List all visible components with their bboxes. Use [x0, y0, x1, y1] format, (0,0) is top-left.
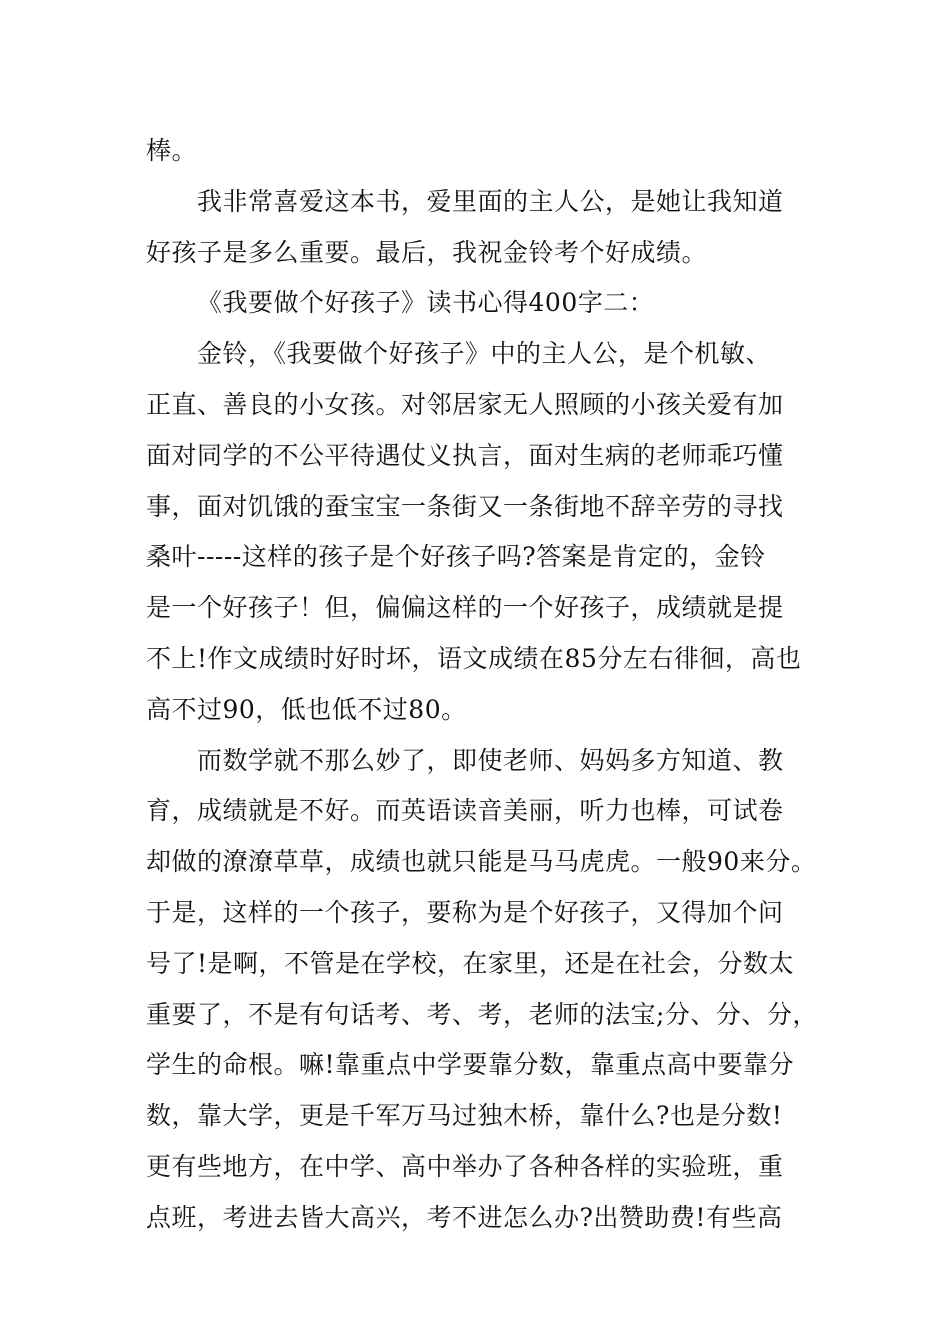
text-line: 棒。	[146, 136, 198, 165]
text-line: 面对同学的不公平待遇仗义执言，面对生病的老师乖巧懂	[146, 440, 784, 470]
text-line: 我非常喜爱这本书，爱里面的主人公，是她让我知道	[197, 186, 784, 216]
text-line: 不上!作文成绩时好时坏，语文成绩在85分左右徘徊，高也	[146, 643, 802, 673]
text-line: 重要了，不是有句话考、考、考，老师的法宝;分、分、分，	[146, 999, 818, 1029]
section-heading: 《我要做个好孩子》读书心得400字二：	[197, 288, 655, 318]
text-line: 桑叶-----这样的孩子是个好孩子吗?答案是肯定的，金铃	[146, 542, 766, 572]
text-line: 数，靠大学，更是千军万马过独木桥，靠什么?也是分数!	[146, 1101, 783, 1131]
text-line: 是一个好孩子！但，偏偏这样的一个好孩子，成绩就是提	[146, 593, 784, 623]
text-line: 育，成绩就是不好。而英语读音美丽，听力也棒，可试卷	[146, 796, 784, 826]
text-line: 而数学就不那么妙了，即使老师、妈妈多方知道、教	[197, 745, 784, 775]
text-line: 于是，这样的一个孩子，要称为是个好孩子，又得加个问	[146, 897, 784, 927]
text-line: 事，面对饥饿的蚕宝宝一条街又一条街地不辞辛劳的寻找	[146, 491, 784, 521]
text-line: 正直、善良的小女孩。对邻居家无人照顾的小孩关爱有加	[146, 389, 784, 419]
body-text	[146, 126, 826, 1244]
text-line: 更有些地方，在中学、高中举办了各种各样的实验班，重	[146, 1151, 784, 1181]
text-line: 金铃，《我要做个好孩子》中的主人公，是个机敏、	[197, 339, 772, 369]
text-line: 高不过90，低也低不过80。	[146, 694, 467, 724]
text-line: 学生的命根。嘛!靠重点中学要靠分数，靠重点高中要靠分	[146, 1050, 795, 1080]
text-line: 好孩子是多么重要。最后，我祝金铃考个好成绩。	[146, 237, 708, 267]
text-line: 却做的潦潦草草，成绩也就只能是马马虎虎。一般90来分。	[146, 847, 817, 877]
text-line: 号了!是啊，不管是在学校，在家里，还是在社会，分数太	[146, 948, 795, 978]
text-line: 点班，考进去皆大高兴，考不进怎么办?出赞助费!有些高	[146, 1202, 783, 1232]
